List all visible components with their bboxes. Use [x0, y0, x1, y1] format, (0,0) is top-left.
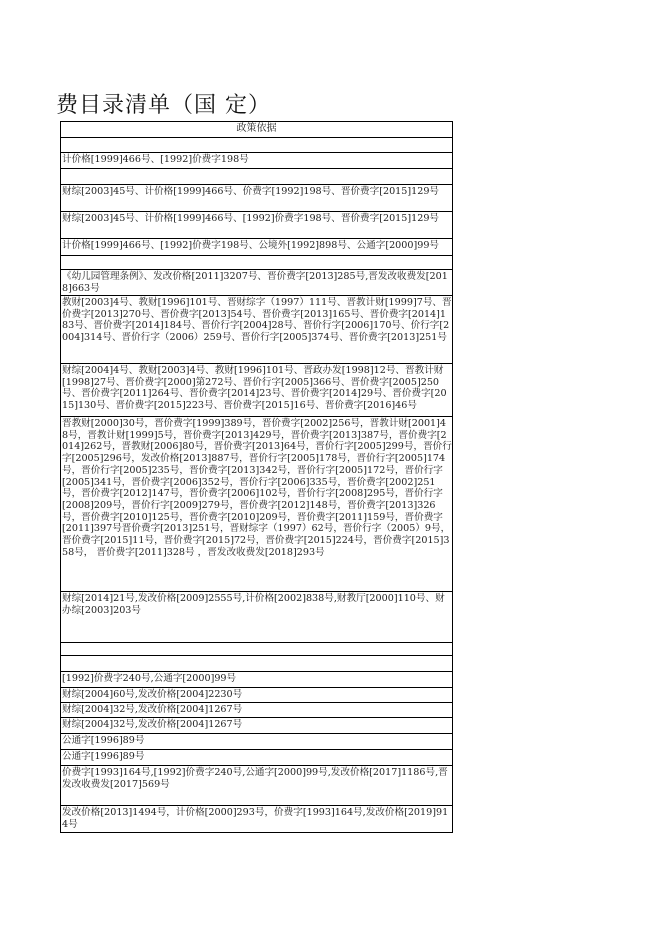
table-row: 财综[2004]32号,发改价格[2004]1267号 [61, 703, 452, 718]
table-row: 发改价格[2013]1494号，计价格[2000]293号，价费字[1993]164号,发改价格[2019]914号 [61, 806, 452, 833]
table-row [61, 138, 452, 153]
table-row: [1992]价费字240号,公通字[2000]99号 [61, 672, 452, 688]
table-row: 财综[2003]45号、计价格[1999]466号、[1992]价费字198号、晋价费字[2015]129号 [61, 212, 452, 239]
table-row [61, 169, 452, 185]
table-row: 《幼儿园管理条例》、发改价格[2011]3207号、晋价费字[2013]285号,晋发改收费发[2018]663号 [61, 270, 452, 296]
sheet-title: 费目录清单（国 定） [56, 93, 271, 118]
table-row: 财综[2004]60号,发改价格[2004]2230号 [61, 688, 452, 703]
table-row: 价费字[1993]164号,[1992]价费字240号,公通字[2000]99号,发改价格[2017]1186号,晋发改收费发[2017]569号 [61, 766, 452, 806]
column-header: 政策依据 [61, 122, 452, 138]
table-row: 计价格[1999]466号、[1992]价费字198号 [61, 153, 452, 169]
table-row: 公通字[1996]89号 [61, 734, 452, 750]
table-row: 财综[2004]4号、教财[2003]4号、教财[1996]101号、晋政办发[1998]12号、晋教计财[1998]27号、晋价费字[2000]第272号、晋价行字[2005]366号、晋价费字[2005]250号、晋价费字[2011]264号、晋价费字[2014]23号、晋价费字[2014]29号、晋价费字[2015]130号、晋价费字[2015]223号、晋价费字[2015]16号、晋价费字[2016]46号 [61, 364, 452, 417]
table-row: 晋教财[2000]30号，晋价费字[1999]389号，晋价费字[2002]256号，晋教计财[2001]48号，晋教计财[1999]5号，晋价费字[2013]429号，晋价费字[2013]387号，晋价费字[2014]262号，晋教财[2006]80号，晋价费字[2013]64号，晋价行字[2005]299号，晋价行字[2005]296号，发改价格[2013]887号，晋价行字[2005]178号，晋价行字[2005]174号，晋价行字[2005]235号，晋价费字[2013]342号，晋价行字[2005]172号，晋价行字[2005]341号，晋价费字[2006]352号，晋价行字[2006]335号，晋价费字[2002]251号，晋价费字[2012]147号，晋价费字[2006]102号，晋价行字[2008]295号，晋价行字[2008]209号，晋价行字[2009]279号，晋价费字[2012]148号，晋价费字[2013]326号，晋价费字[2010]125号，晋价费字[2010]209号，晋价费字[2011]159号，晋价费字[2011]397号晋价费字[2013]251号，晋财综字（1997）62号，晋价行字（2005）9号，晋价费字[2015]11号，晋价费字[2015]72号，晋价费字[2015]224号，晋价费字[2015]358号， 晋价费字[2011]328号 ，晋发改收费发[2018]293号 [61, 417, 452, 592]
table-row [61, 256, 452, 270]
table-row: 财综[2004]32号,发改价格[2004]1267号 [61, 718, 452, 734]
table-row: 公通字[1996]89号 [61, 750, 452, 766]
table-row [61, 643, 452, 656]
table-row: 财综[2003]45号、计价格[1999]466号、价费字[1992]198号、晋价费字[2015]129号 [61, 185, 452, 212]
table-row: 计价格[1999]466号、[1992]价费字198号、公境外[1992]898号、公通字[2000]99号 [61, 239, 452, 256]
policy-basis-column [60, 121, 453, 833]
table-row: 教财[2003]4号、教财[1996]101号、晋财综字（1997）111号、晋教计财[1999]7号、晋价费字[2013]270号、晋价费字[2013]54号、晋价费字[2013]165号、晋价费字[2014]183号、晋价费字[2014]184号、晋价行字[2004]28号、晋价行字[2006]170号、价行字[2004]314号、晋价行字（2006）259号、晋价行字[2005]374号、晋价费字[2013]251号 [61, 296, 452, 364]
table-row: 财综[2014]21号,发改价格[2009]2555号,计价格[2002]838号,财教厅[2000]110号、财办综[2003]203号 [61, 592, 452, 643]
table-row [61, 656, 452, 672]
